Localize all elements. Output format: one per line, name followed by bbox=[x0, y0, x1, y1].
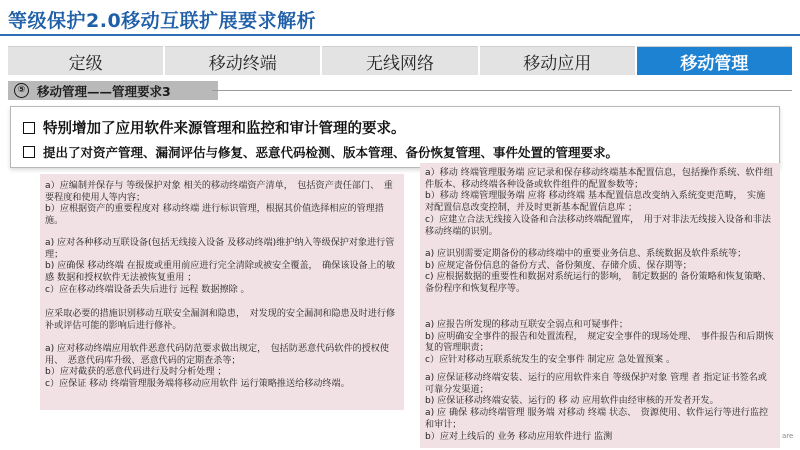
section-label: 移动管理——管理要求3 bbox=[37, 83, 171, 99]
requirement-text: 提出了对资产管理、漏洞评估与修复、恶意代码检测、版本管理、备份恢复管理、事件处置的管理要求。 bbox=[43, 145, 619, 160]
backup-recovery-text: a) 应识别需要定期备份的移动终端中的重要业务信息、系统数据及软件系统等； b) 应规定备份信息的备份方式、备份频度、存储介质、保存期等； c) 应根据数据的重要性和数据对系统运行的影响， 制定数据的 备份策略和恢复策略、 备份程序和恢复程序等。 bbox=[425, 249, 776, 295]
tab-wireless-network[interactable]: 无线网络 bbox=[322, 46, 477, 75]
left-detail-panel bbox=[40, 174, 404, 410]
malware-text: a) 应对移动终端应用软件恶意代码防范要求做出规定， 包括防恶意代码软件的授权使用、 恶意代码库升级、恶意代码的定期查杀等； b）应对截获的恶意代码进行及时分析处理 ； c）应保证 移动 终端管理服务端将移动应用软件 运行策略推送给移动终端。 bbox=[45, 344, 389, 390]
tab-bar bbox=[8, 46, 792, 74]
app-source-monitoring-text: a) 应保证移动终端安装、运行的应用软件来自 等级保护对象 管理 者 指定证书签名或可靠分发渠道； b) 应保证移动终端安装、运行的 移 动 应用软件由经审核的开发者开发。 a) 应 确保 移动终端管理 服务端 对移动 终端 状态、 资源使用、软件运行等进行监控和审计； b）应对上线后的 业务 移动应用软件进行 监测 bbox=[425, 373, 769, 442]
section-number: ⑤ bbox=[14, 83, 29, 98]
incident-handling-text: a) 应报告所发现的移动互联安全弱点和可疑事件； b) 应明确安全事件的报告和处置流程， 规定安全事件的现场处理、 事件报告和后期恢复的管理职责； c）应针对移动互联系统发生的安全事件 制定应 急处置预案 。 bbox=[425, 320, 774, 366]
tab-mobile-app[interactable]: 移动应用 bbox=[480, 46, 635, 75]
vulnerability-text: 应采取必要的措施识别移动互联安全漏洞和隐患， 对发现的安全漏洞和隐患及时进行修补或评估可能的影响后进行修补。 bbox=[45, 309, 396, 331]
tab-dingji[interactable]: 定级 bbox=[8, 46, 163, 75]
requirements-box bbox=[10, 106, 780, 168]
section-header bbox=[8, 81, 218, 100]
tab-mobile-management[interactable]: 移动管理 bbox=[637, 46, 792, 75]
checkbox-bullet-icon bbox=[23, 122, 35, 134]
right-detail-panel bbox=[420, 163, 780, 448]
page-title: 等级保护2.0移动互联扩展要求解析 bbox=[8, 10, 317, 32]
device-management-text: a) 应对各种移动互联设备(包括无线接入设备 及移动终端)维护纳入等级保护对象进行管理； b) 应确保 移动终端 在报废或重用前应进行完全清除或被安全覆盖， 确保该设备上的敏感 数据和授权软件无法被恢复重用 ； c）应在移动终端设备丢失后进行 远程 数据擦除 。 bbox=[45, 238, 395, 295]
corner-text: are bbox=[782, 432, 794, 440]
checkbox-bullet-icon bbox=[23, 146, 35, 158]
tab-mobile-terminal[interactable]: 移动终端 bbox=[165, 46, 320, 75]
title-divider bbox=[0, 34, 800, 36]
config-management-text: a）移动 终端管理服务端 应记录和保存移动终端基本配置信息，包括操作系统、软件组件版本、移动终端各种设备或软件组件的配置参数等； b）移动 终端管理服务端 应将 移动终端 基本配置信息改变纳入系统变更范畴， 实施 对配置信息改变控制，并及时更新基本配置信息库 ； c）应建立合法无线接入设备和合法移动终端配置库， 用于对非法无线接入设备和非法移动终端的识别。 bbox=[425, 168, 773, 237]
requirement-item bbox=[23, 117, 406, 138]
asset-management-text: a）应编制并保存与 等级保护对象 相关的移动终端资产清单， 包括资产责任部门、 重要程度和使用人等内容； b）应根据资产的重要程度对 移动终端 进行标识管理，根据其价值选择相应的管理措施。 bbox=[45, 181, 393, 227]
requirement-item bbox=[23, 143, 618, 161]
section-divider bbox=[212, 90, 792, 91]
requirement-text: 特别增加了应用软件来源管理和监控和审计管理的要求。 bbox=[43, 121, 406, 137]
